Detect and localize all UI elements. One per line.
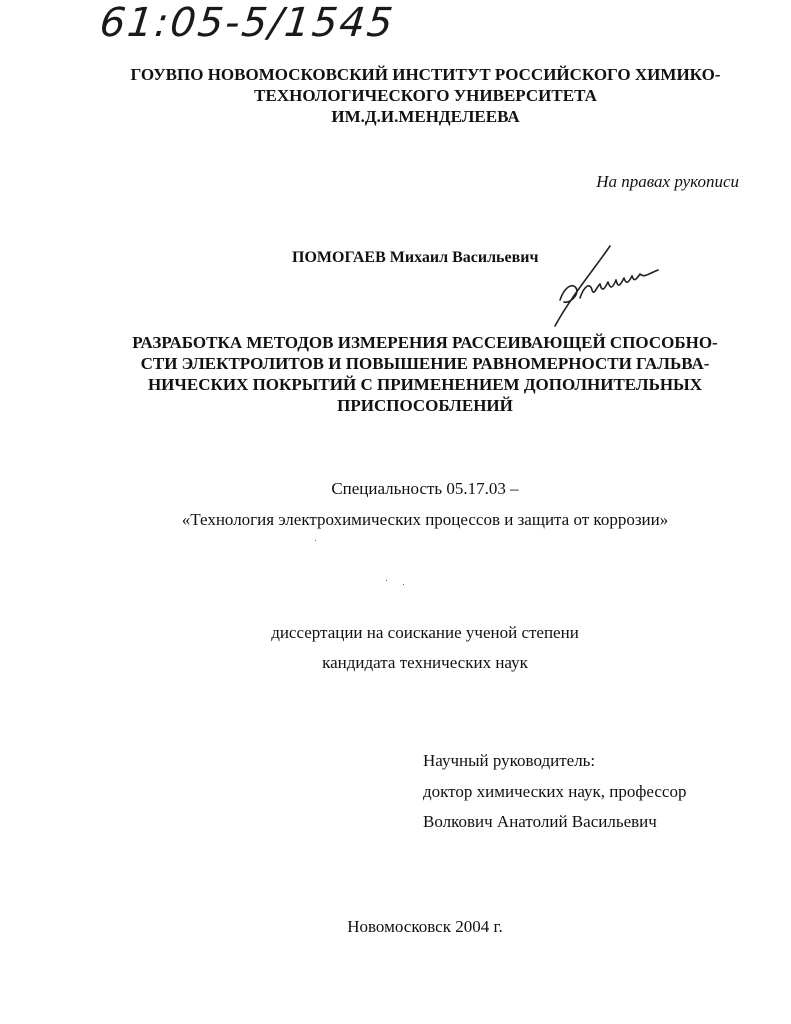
city-year: Новомосковск 2004 г.	[347, 917, 503, 936]
author-name	[292, 249, 539, 267]
scan-speck	[386, 580, 387, 581]
dissertation-degree-line-2: кандидата технических наук	[322, 653, 528, 672]
advisor-degree: доктор химических наук, профессор	[423, 782, 687, 801]
author-given-names: Михаил Васильевич	[389, 249, 539, 266]
author-surname: ПОМОГАЕВ	[292, 249, 386, 266]
dissertation-title	[98, 332, 752, 416]
scan-speck	[315, 540, 316, 541]
institute-line-3: ИМ.Д.И.МЕНДЕЛЕЕВА	[331, 107, 520, 126]
title-line-1: РАЗРАБОТКА МЕТОДОВ ИЗМЕРЕНИЯ РАССЕИВАЮЩЕЙ СПОСОБНО-	[132, 333, 718, 352]
advisor-label: Научный руководитель:	[423, 751, 596, 770]
author-signature	[540, 238, 680, 328]
scan-speck	[403, 584, 404, 585]
title-line-4: ПРИСПОСОБЛЕНИЙ	[337, 396, 513, 415]
handwritten-catalog-number: 61:05-5/1545	[97, 0, 397, 46]
institute-header	[60, 64, 791, 127]
institute-line-2: ТЕХНОЛОГИЧЕСКОГО УНИВЕРСИТЕТА	[254, 86, 597, 105]
advisor-name: Волкович Анатолий Васильевич	[423, 812, 657, 831]
specialty-name: «Технология электрохимических процессов и защита от коррозии»	[181, 510, 669, 529]
institute-line-1: ГОУВПО НОВОМОСКОВСКИЙ ИНСТИТУТ РОССИЙСКОГО ХИМИКО-	[130, 65, 721, 84]
title-line-2: СТИ ЭЛЕКТРОЛИТОВ И ПОВЫШЕНИЕ РАВНОМЕРНОСТИ ГАЛЬВА-	[140, 354, 710, 373]
dissertation-degree-line-1: диссертации на соискание ученой степени	[271, 623, 579, 642]
specialty-code: Специальность 05.17.03 –	[331, 479, 519, 498]
title-line-3: НИЧЕСКИХ ПОКРЫТИЙ С ПРИМЕНЕНИЕМ ДОПОЛНИТЕЛЬНЫХ	[147, 375, 703, 394]
manuscript-rights-note: На правах рукописи	[596, 172, 739, 191]
